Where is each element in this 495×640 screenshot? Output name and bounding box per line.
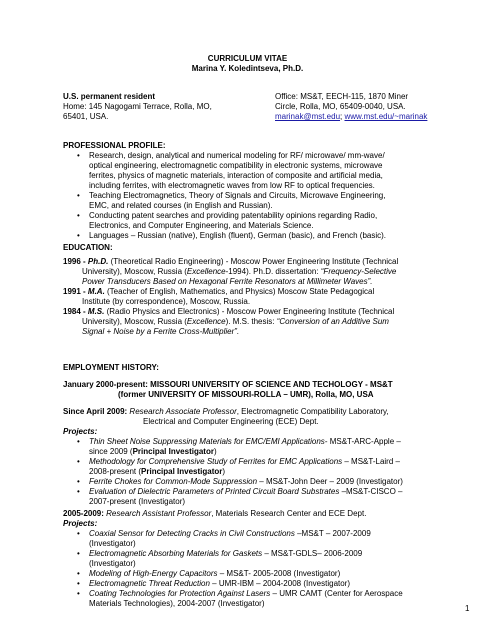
education-year: 1984 - <box>63 307 88 316</box>
education-honor: Excellence <box>186 267 226 276</box>
project-detail: since 2009 ( <box>89 447 133 456</box>
education-detail: (Theoretical Radio Engineering) - Moscow Power Engineering Institute (Technical <box>108 257 399 266</box>
education-detail: ). M.S. thesis: <box>225 317 277 326</box>
profile-item <box>89 191 461 211</box>
education-honor: Excellence <box>186 317 226 326</box>
education-detail: (Teacher of English, Mathematics, and Physics) Moscow State Pedagogical <box>104 287 375 296</box>
contact-left <box>63 92 263 122</box>
email-link[interactable]: marinak@mst.edu <box>275 112 341 121</box>
project-detail: –MS&T – 2007-2009 <box>294 529 371 538</box>
position-2005-2009 <box>63 509 473 529</box>
project-role: Principal Investigator <box>141 467 223 476</box>
contact-separator: ; <box>340 112 345 121</box>
cv-name: Marina Y. Koledintseva, Ph.D. <box>191 64 304 73</box>
project-item <box>89 569 473 579</box>
cv-title: CURRICULUM VITAE <box>207 54 288 63</box>
position-detail: , Electromagnetic Compatibility Laboratory, <box>236 407 389 416</box>
position-since-2009 <box>63 407 473 437</box>
profile-heading: PROFESSIONAL PROFILE: <box>63 141 166 150</box>
home-address-line2: 65401, USA. <box>63 112 109 121</box>
project-item <box>89 529 473 549</box>
project-detail: – UMR-IBM – 2004-2008 (Investigator) <box>209 579 351 588</box>
education-entry <box>63 257 473 287</box>
office-address-line1: Office: MS&T, EECH-115, 1870 Miner <box>275 92 409 101</box>
education-detail: (Radio Physics and Electronics) - Moscow Power Engineering Institute (Technical <box>104 307 395 316</box>
education-entry <box>63 287 473 307</box>
project-title: Thin Sheet Noise Suppressing Materials for EMC/EMI Applications <box>89 437 325 446</box>
education-degree: M.S. <box>87 307 105 316</box>
job-title-line2: (former UNIVERSITY OF MISSOURI-ROLLA – UMR), Rolla, MO, USA <box>118 390 374 399</box>
project-detail: Materials Technologies), 2004-2007 (Investigator) <box>89 599 265 608</box>
projects-label: Projects: <box>63 519 98 528</box>
project-role: Principal Investigator <box>132 447 214 456</box>
page-number: 1 <box>465 604 470 613</box>
project-item <box>89 437 473 457</box>
project-detail: ) <box>222 467 226 476</box>
project-item <box>89 579 473 589</box>
project-detail: –MS&T-CISCO – <box>339 487 403 496</box>
project-title: Ferrite Chokes for Common-Mode Suppression <box>89 477 258 486</box>
website-link[interactable]: www.mst.edu/~marinak <box>344 112 428 121</box>
project-item <box>89 487 473 507</box>
project-detail: - MS&T-ARC-Apple – <box>324 437 401 446</box>
project-title: Evaluation of Dielectric Parameters of Printed Circuit Board Substrates <box>89 487 340 496</box>
education-thesis: “Frequency-Selective <box>320 267 397 276</box>
profile-item-line: including ferrites, with electromagnetic waves from low RF to optical frequencies. <box>89 181 375 190</box>
position-date: Since April 2009: <box>63 407 128 416</box>
project-item <box>89 457 473 477</box>
project-detail: 2007-present (Investigator) <box>89 497 186 506</box>
project-title: Methodology for Comprehensive Study of Ferrites for EMC Applications <box>89 457 343 466</box>
project-item <box>89 549 473 569</box>
education-degree: Ph.D. <box>87 257 109 266</box>
profile-item-line: Electronics, and Computer Engineering, and Materials Science. <box>89 221 314 230</box>
project-title: Electromagnetic Threat Reduction <box>89 579 210 588</box>
education-thesis: Signal + Noise by a Ferrite Cross-Multiplier”. <box>82 327 240 336</box>
education-thesis: Power Transducers Based on Hexagonal Ferrite Resonators at Millimeter Waves”. <box>82 277 373 286</box>
project-detail: – MS&T- 2005-2008 (Investigator) <box>217 569 341 578</box>
project-title: Coating Technologies for Protection Against Lasers <box>89 589 271 598</box>
profile-item-line: EMC, and related courses (in English and Russian). <box>89 201 273 210</box>
office-address-line2: Circle, Rolla, MO, 65409-0040, USA. <box>275 102 406 111</box>
home-address-line1: Home: 145 Nagogami Terrace, Rolla, MO, <box>63 102 212 111</box>
profile-item-line: • Conducting patent searches and providing patentability opinions regarding Radio, <box>89 211 378 220</box>
project-detail: (Investigator) <box>89 559 136 568</box>
position-detail: , Materials Research Center and ECE Dept. <box>211 509 367 518</box>
profile-item <box>89 231 461 241</box>
education-detail: University), Moscow, Russia ( <box>82 317 187 326</box>
education-heading: EDUCATION: <box>63 243 113 252</box>
project-detail: – MS&T-GDLS– 2006-2009 <box>262 549 363 558</box>
project-item <box>89 589 473 609</box>
education-year: 1996 - <box>63 257 88 266</box>
projects-label: Projects: <box>63 427 98 436</box>
contact-right <box>275 92 475 122</box>
profile-item-line: • Languages – Russian (native), English (fluent), German (basic), and French (basic). <box>89 231 387 240</box>
project-detail: ) <box>213 447 217 456</box>
education-detail: University), Moscow, Russia ( <box>82 267 187 276</box>
project-title: Coaxial Sensor for Detecting Cracks in Civil Constructions <box>89 529 295 538</box>
contact-links <box>275 112 475 122</box>
profile-item-line: optical engineering, electromagnetic compatibility in electronic systems, microwave <box>89 161 383 170</box>
education-entry <box>63 307 473 337</box>
profile-item <box>89 151 461 191</box>
position-role: Research Assistant Professor <box>106 509 212 518</box>
project-title: Modeling of High-Energy Capacitors <box>89 569 218 578</box>
project-detail: – UMR CAMT (Center for Aerospace <box>270 589 403 598</box>
education-detail: Institute (by correspondence), Moscow, Russia. <box>82 297 251 306</box>
project-detail: 2008-present ( <box>89 467 142 476</box>
profile-item-line: • Research, design, analytical and numerical modeling for RF/ microwave/ mm-wave/ <box>89 151 385 160</box>
position-detail: Electrical and Computer Engineering (ECE) Dept. <box>143 417 319 426</box>
project-title: Electromagnetic Absorbing Materials for Gaskets <box>89 549 263 558</box>
education-list <box>63 257 473 337</box>
education-degree: M.A. <box>87 287 105 296</box>
employment-heading: EMPLOYMENT HISTORY: <box>63 363 159 372</box>
job-title-line1: January 2000-present: MISSOURI UNIVERSITY OF SCIENCE AND TECHOLOGY - MS&T <box>63 380 393 389</box>
education-detail: -1994). Ph.D. dissertation: <box>225 267 321 276</box>
education-year: 1991 - <box>63 287 88 296</box>
profile-item-line: • Teaching Electromagnetics, Theory of Signals and Circuits, Microwave Engineering, <box>89 191 386 200</box>
residency-status: U.S. permanent resident <box>63 92 156 101</box>
project-detail: – MS&T-Laird – <box>342 457 400 466</box>
profile-list <box>89 151 461 241</box>
position-role: Research Associate Professor <box>129 407 237 416</box>
profile-item <box>89 211 461 231</box>
position-date: 2005-2009: <box>63 509 104 518</box>
project-detail: – MS&T-John Deer – 2009 (Investigator) <box>257 477 403 486</box>
project-item <box>89 477 473 487</box>
projects-list-2009 <box>89 437 473 507</box>
project-detail: (Investigator) <box>89 539 136 548</box>
profile-item-line: ferrites, physics of magnetic materials, interaction of composite and artificial media, <box>89 171 383 180</box>
education-thesis: “Conversion of an Additive Sum <box>276 317 389 326</box>
projects-list-2005 <box>89 529 473 609</box>
